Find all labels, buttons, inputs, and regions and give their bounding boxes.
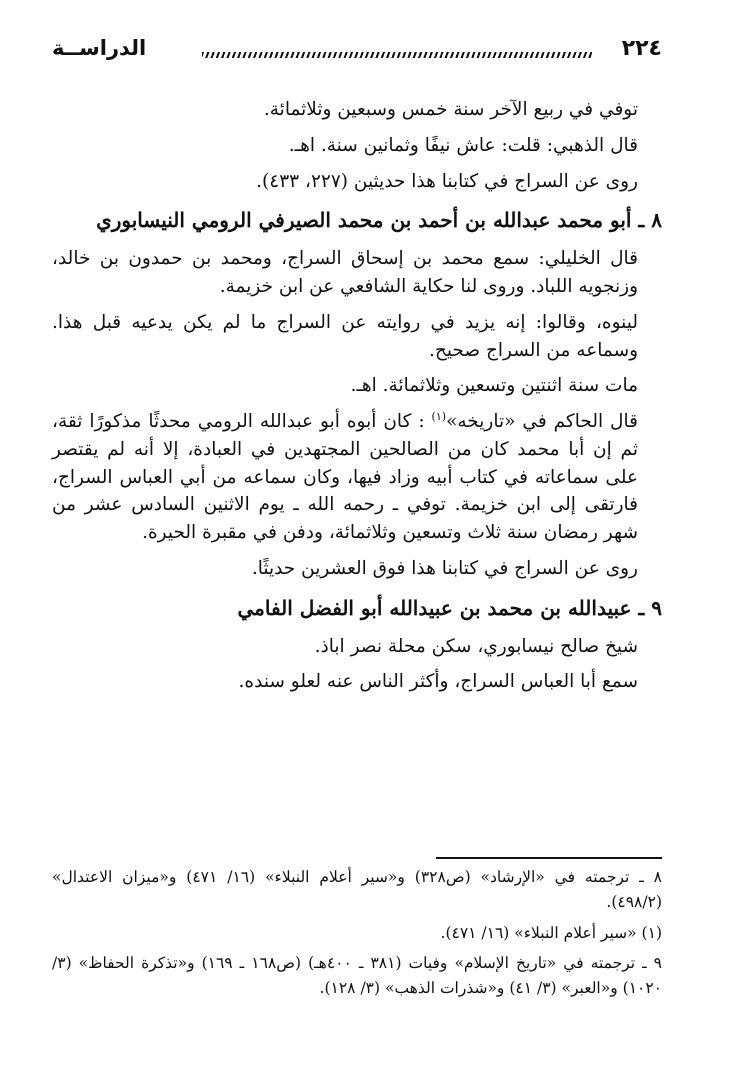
paragraph-dhahabi: قال الذهبي: قلت: عاش نيفًا وثمانين سنة. اهـ. — [288, 134, 638, 156]
footnote-ref-1: (١) — [431, 409, 447, 423]
footnote-separator — [436, 857, 662, 859]
paragraph-narrations: روى عن السراج في كتابنا هذا حديثين (٢٢٧، ٤٣٣). — [256, 170, 638, 192]
main-text — [52, 92, 662, 700]
paragraph-hearing: سمع أبا العباس السراج، وأكثر الناس عنه لعلو سنده. — [238, 671, 638, 693]
hakim-quote-start: قال الحاكم في «تاريخه» — [446, 411, 638, 432]
entry-heading-8: ٨ ـ أبو محمد عبدالله بن أحمد بن محمد الصيرفي الرومي النيسابوري — [96, 208, 662, 233]
hakim-quote-rest: : كان أبوه أبو عبدالله الرومي محدثًا مذكورًا ثقة، ثم إن أبا محمد كان من الصالحين المجتهدين في العبادة، إلا أنه لم يقتصر على سماعاته في كتاب أبيه وزاد فيها، وكان سماعه من أبي العباس السراج، فارتقى إلى ابن خزيمة. توفي ـ رحمه الله ـ يوم الاثنين السادس عشر من شهر رمضان سنة ثلاث وتسعين وثلاثمائة، ودفن في مقبرة الحيرة. — [52, 411, 638, 543]
footnote-8: ٨ ـ ترجمته في «الإرشاد» (ص٣٢٨) و«سير أعلام النبلاء» (١٦/ ٤٧١) و«ميزان الاعتدال» (٤٩٨/٢). — [52, 868, 662, 911]
footnote-1: (١) «سير أعلام النبلاء» (١٦/ ٤٧١). — [440, 923, 662, 942]
paragraph-death-date: توفي في ربيع الآخر سنة خمس وسبعين وثلاثمائة. — [263, 99, 638, 120]
paragraph-hadith-count: روى عن السراج في كتابنا هذا فوق العشرين حديثًا. — [251, 557, 638, 579]
footnote-9: ٩ ـ ترجمته في «تاريخ الإسلام» وفيات (٣٨١ ـ ٤٠٠هـ) (ص١٦٨ ـ ١٦٩) و«تذكرة الحفاظ» (٣/ ١٠٢٠) و«العبر» (٣/ ٤١) و«شذرات الذهب» (٣/ ١٢٨). — [52, 954, 662, 998]
footnotes — [52, 862, 662, 1004]
paragraph-khalili: قال الخليلي: سمع محمد بن إسحاق السراج، ومحمد بن حمدون بن خالد، وزنجويه اللباد. وروى لنا حكاية الشافعي عن ابن خزيمة. — [52, 248, 638, 297]
header-rule — [202, 52, 592, 58]
entry-heading-9: ٩ ـ عبيدالله بن محمد بن عبيدالله أبو الفضل الفامي — [237, 595, 662, 620]
page-number: ٢٢٤ — [621, 36, 662, 61]
running-section-title: الدراســة — [52, 36, 147, 60]
paragraph-hakim — [52, 404, 638, 551]
paragraph-residence: شيخ صالح نيسابوري، سكن محلة نصر اباذ. — [314, 635, 638, 657]
page-header — [52, 36, 662, 72]
paragraph-criticism: لينوه، وقالوا: إنه يزيد في روايته عن السراج ما لم يكن يدعيه قبل هذا. وسماعه من السراج صحيح. — [52, 311, 638, 361]
paragraph-death-year: مات سنة اثنتين وتسعين وثلاثمائة. اهـ. — [350, 375, 638, 397]
